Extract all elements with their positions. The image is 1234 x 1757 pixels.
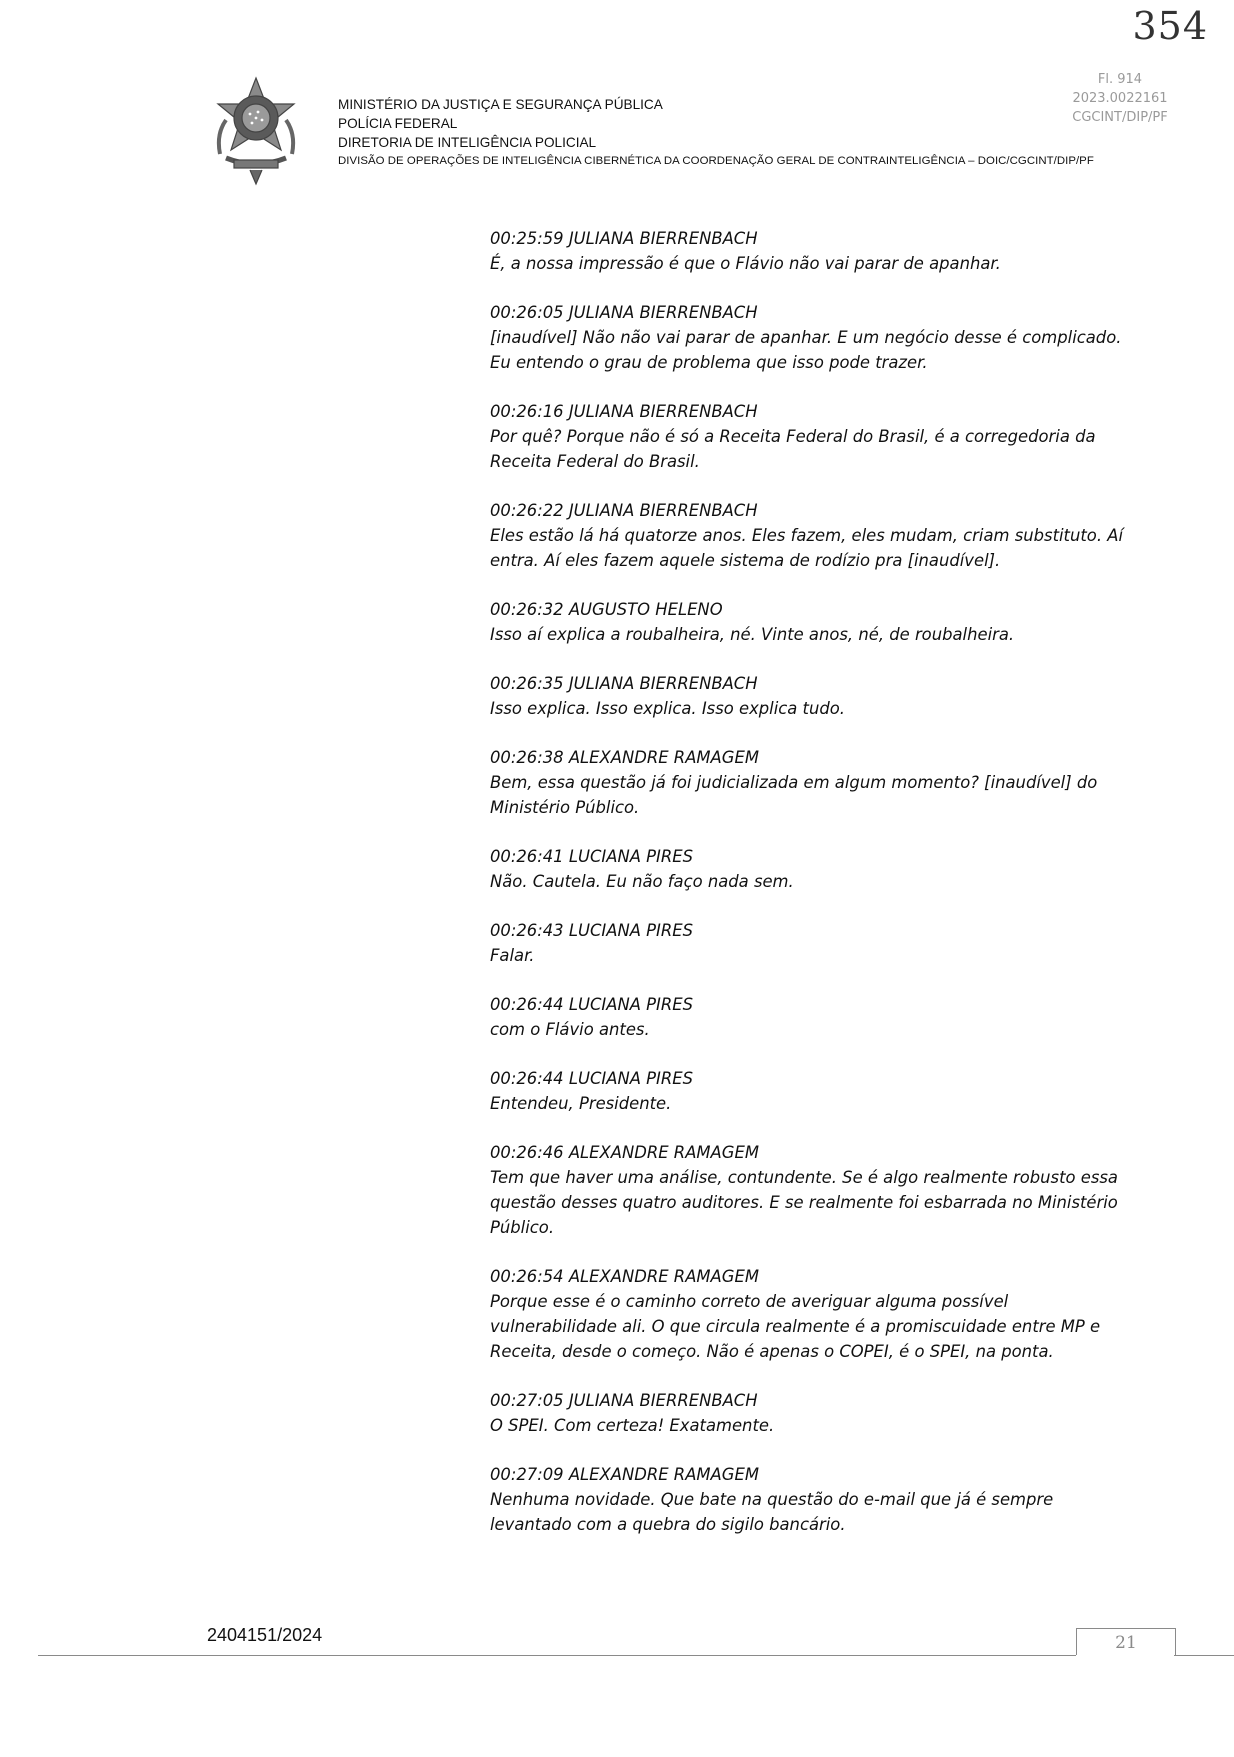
timestamp-speaker: 00:27:09 ALEXANDRE RAMAGEM [490, 1465, 759, 1484]
transcript-entry [490, 1388, 1130, 1438]
timestamp-speaker: 00:26:46 ALEXANDRE RAMAGEM [490, 1143, 759, 1162]
folio-line-1: Fl. 914 [1097, 72, 1143, 87]
timestamp-speaker: 00:27:05 JULIANA BIERRENBACH [490, 1391, 758, 1410]
header-ministry: MINISTÉRIO DA JUSTIÇA E SEGURANÇA PÚBLICA [338, 97, 663, 112]
timestamp-speaker: 00:26:32 AUGUSTO HELENO [490, 600, 723, 619]
timestamp-speaker: 00:26:43 LUCIANA PIRES [490, 921, 693, 940]
speech-text: Falar. [490, 946, 535, 965]
speech-text: Entendeu, Presidente. [490, 1094, 672, 1113]
speech-text: Não. Cautela. Eu não faço nada sem. [490, 872, 794, 891]
transcript-entry [490, 844, 1130, 894]
coat-of-arms-emblem [206, 74, 306, 186]
institution-header [338, 95, 1094, 171]
transcript-entry [490, 597, 1130, 647]
speech-text: com o Flávio antes. [490, 1020, 650, 1039]
header-division: DIVISÃO DE OPERAÇÕES DE INTELIGÊNCIA CIBERNÉTICA DA COORDENAÇÃO GERAL DE CONTRAINTELIGÊNCIA – DOIC/CGCINT/DIP/PF [338, 155, 1094, 167]
speech-text: Por quê? Porque não é só a Receita Federal do Brasil, é a corregedoria da Receita Federal do Brasil. [490, 427, 1096, 471]
transcript-entry [490, 1066, 1130, 1116]
timestamp-speaker: 00:26:35 JULIANA BIERRENBACH [490, 674, 758, 693]
timestamp-speaker: 00:26:44 LUCIANA PIRES [490, 1069, 693, 1088]
timestamp-speaker: 00:26:38 ALEXANDRE RAMAGEM [490, 748, 759, 767]
header-police: POLÍCIA FEDERAL [338, 116, 458, 131]
timestamp-speaker: 00:26:16 JULIANA BIERRENBACH [490, 402, 758, 421]
transcript-entry [490, 226, 1130, 276]
timestamp-speaker: 00:26:54 ALEXANDRE RAMAGEM [490, 1267, 759, 1286]
speech-text: Nenhuma novidade. Que bate na questão do e-mail que já é sempre levantado com a quebra do sigilo bancário. [490, 1490, 1054, 1534]
transcript-entry [490, 1140, 1130, 1240]
transcript-entry [490, 1462, 1130, 1537]
speech-text: Eles estão lá há quatorze anos. Eles fazem, eles mudam, criam substituto. Aí entra. Aí eles fazem aquele sistema de rodízio pra [inaudível]. [490, 526, 1124, 570]
speech-text: Bem, essa questão já foi judicializada em algum momento? [inaudível] do Ministério Público. [490, 773, 1098, 817]
speech-text: Porque esse é o caminho correto de averiguar alguma possível vulnerabilidade ali. O que circula realmente é a promiscuidade entre MP e Receita, desde o começo. Não é apenas o COPEI, é o SPEI, na ponta. [490, 1292, 1101, 1361]
document-id: 2404151/2024 [207, 1625, 323, 1645]
header-directorate: DIRETORIA DE INTELIGÊNCIA POLICIAL [338, 135, 597, 150]
transcript-body [490, 226, 1130, 1561]
speech-text: É, a nossa impressão é que o Flávio não vai parar de apanhar. [490, 254, 1001, 273]
timestamp-speaker: 00:26:44 LUCIANA PIRES [490, 995, 693, 1014]
transcript-entry [490, 300, 1130, 375]
transcript-entry [490, 399, 1130, 474]
speech-text: [inaudível] Não não vai parar de apanhar. E um negócio desse é complicado. Eu entendo o grau de problema que isso pode trazer. [490, 328, 1122, 372]
stamp-page-number: 354 [1132, 4, 1208, 48]
timestamp-speaker: 00:26:05 JULIANA BIERRENBACH [490, 303, 758, 322]
speech-text: Tem que haver uma análise, contundente. Se é algo realmente robusto essa questão desses quatro auditores. E se realmente foi esbarrada no Ministério Público. [490, 1168, 1118, 1237]
folio-line-3: CGCINT/DIP/PF [1072, 110, 1168, 125]
speech-text: Isso aí explica a roubalheira, né. Vinte anos, né, de roubalheira. [490, 625, 1015, 644]
transcript-entry [490, 918, 1130, 968]
transcript-entry [490, 671, 1130, 721]
footer-divider-right [1174, 1655, 1234, 1656]
footer-divider [38, 1655, 1076, 1656]
page-number: 21 [1076, 1628, 1176, 1655]
timestamp-speaker: 00:26:41 LUCIANA PIRES [490, 847, 693, 866]
timestamp-speaker: 00:25:59 JULIANA BIERRENBACH [490, 229, 758, 248]
transcript-entry [490, 498, 1130, 573]
timestamp-speaker: 00:26:22 JULIANA BIERRENBACH [490, 501, 758, 520]
transcript-entry [490, 745, 1130, 820]
transcript-entry [490, 1264, 1130, 1364]
transcript-entry [490, 992, 1130, 1042]
speech-text: O SPEI. Com certeza! Exatamente. [490, 1416, 775, 1435]
speech-text: Isso explica. Isso explica. Isso explica tudo. [490, 699, 846, 718]
folio-line-2: 2023.0022161 [1072, 91, 1168, 106]
